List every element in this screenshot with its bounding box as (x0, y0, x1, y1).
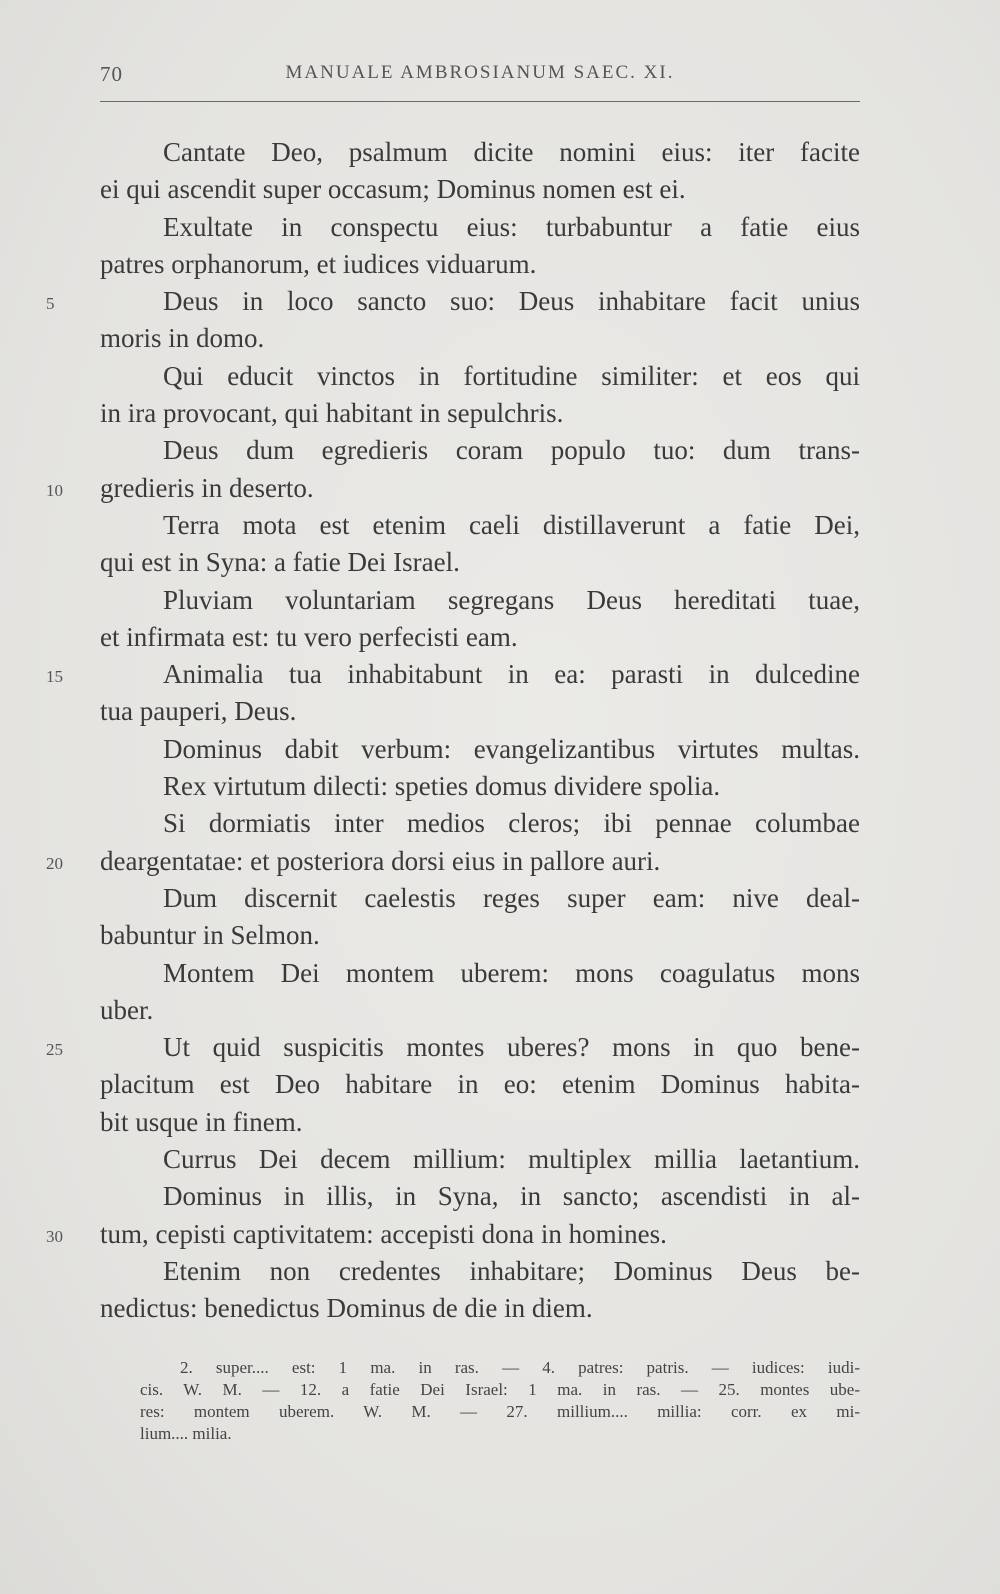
text-line-content: bit usque in finem. (100, 1106, 303, 1137)
line-number: 30 (46, 1226, 63, 1246)
text-line-content: Etenim non credentes inhabitare; Dominus Deus be- (163, 1255, 860, 1286)
text-line (100, 1141, 860, 1178)
line-number: 20 (46, 853, 63, 873)
text-line (100, 619, 860, 656)
text-line (100, 1253, 860, 1290)
text-line (46, 1029, 860, 1066)
text-line (100, 1066, 860, 1103)
text-line-content: placitum est Deo habitare in eo: etenim Dominus habita- (100, 1069, 860, 1100)
main-text (46, 134, 860, 1328)
text-line (46, 283, 860, 320)
text-line-content: Deus dum egredieris coram populo tuo: dum trans- (163, 435, 860, 466)
text-line (100, 134, 860, 171)
footnote-text: cis. W. M. — 12. a fatie Dei Israel: 1 ma. in ras. — 25. montes ube- (140, 1380, 860, 1399)
text-line (100, 544, 860, 581)
text-line-content: tua pauperi, Deus. (100, 696, 297, 727)
text-line-content: deargentatae: et posteriora dorsi eius in pallore auri. (100, 845, 661, 876)
text-line-content: moris in domo. (100, 323, 265, 354)
text-line (100, 320, 860, 357)
line-number: 25 (46, 1040, 63, 1060)
text-line (100, 171, 860, 208)
running-title: MANUALE AMBROSIANUM SAEC. XI. (285, 62, 675, 83)
footnotes (140, 1357, 860, 1445)
text-line (100, 1178, 860, 1215)
text-line-content: patres orphanorum, et iudices viduarum. (100, 248, 537, 279)
text-line-content: Si dormiatis inter medios cleros; ibi pennae columbae (163, 808, 860, 839)
footnote-line (140, 1357, 860, 1379)
text-line (100, 731, 860, 768)
text-line (100, 1290, 860, 1327)
text-line-content: uber. (100, 994, 154, 1025)
footnote-line (140, 1401, 860, 1423)
page-header (100, 62, 860, 92)
text-line-content: Cantate Deo, psalmum dicite nomini eius: iter facite (163, 137, 860, 167)
text-line (100, 358, 860, 395)
footnote-text: lium.... milia. (140, 1424, 232, 1443)
text-line-content: Currus Dei decem millium: multiplex millia laetantium. (163, 1144, 860, 1175)
text-line-content: ei qui ascendit super occasum; Dominus nomen est ei. (100, 174, 686, 205)
text-line-content: Exultate in conspectu eius: turbabuntur a fatie eius (163, 211, 860, 242)
text-line-content: gredieris in deserto. (100, 472, 314, 503)
text-line-content: Dominus dabit verbum: evangelizantibus virtutes multas. (163, 733, 860, 764)
text-line (100, 805, 860, 842)
footnote-line (140, 1423, 860, 1445)
page-number: 70 (100, 62, 123, 86)
text-line (100, 693, 860, 730)
text-line (46, 843, 860, 880)
text-line (100, 582, 860, 619)
footnote-line (140, 1379, 860, 1401)
text-line-content: Animalia tua inhabitabunt in ea: parasti in dulcedine (163, 659, 860, 690)
text-line (100, 880, 860, 917)
text-line-content: Terra mota est etenim caeli distillaverunt a fatie Dei, (163, 509, 860, 540)
text-line-content: Rex virtutum dilecti: speties domus dividere spolia. (163, 771, 721, 802)
text-line-content: tum, cepisti captivitatem: accepisti dona in homines. (100, 1218, 667, 1249)
text-line-content: Ut quid suspicitis montes uberes? mons in quo bene- (163, 1032, 860, 1063)
text-line-content: babuntur in Selmon. (100, 920, 320, 951)
text-line (100, 395, 860, 432)
text-line (100, 768, 860, 805)
text-line-content: Dum discernit caelestis reges super eam: nive deal- (163, 882, 860, 913)
text-line-content: et infirmata est: tu vero perfecisti eam. (100, 621, 518, 652)
line-number: 5 (46, 294, 55, 314)
text-line-content: Dominus in illis, in Syna, in sancto; ascendisti in al- (163, 1181, 860, 1212)
text-line (100, 432, 860, 469)
text-line (46, 470, 860, 507)
text-line-content: Deus in loco sancto suo: Deus inhabitare facit unius (163, 286, 860, 317)
text-line-content: nedictus: benedictus Dominus de die in diem. (100, 1293, 593, 1324)
text-line (100, 209, 860, 246)
text-line (100, 955, 860, 992)
text-line (100, 992, 860, 1029)
text-line (100, 1104, 860, 1141)
line-number: 15 (46, 667, 63, 687)
footnote-text: 2. super.... est: 1 ma. in ras. — 4. patres: patris. — iudices: iudi- (180, 1358, 860, 1377)
text-line (46, 1216, 860, 1253)
text-line-content: Montem Dei montem uberem: mons coagulatus mons (163, 957, 860, 988)
text-line (100, 246, 860, 283)
footnote-text: res: montem uberem. W. M. — 27. millium.... millia: corr. ex mi- (140, 1402, 860, 1421)
text-line-content: Pluviam voluntariam segregans Deus hereditati tuae, (163, 584, 860, 615)
line-number: 10 (46, 480, 63, 500)
header-rule (100, 101, 860, 102)
text-line (100, 917, 860, 954)
text-line-content: qui est in Syna: a fatie Dei Israel. (100, 547, 460, 578)
text-line-content: Qui educit vinctos in fortitudine similiter: et eos qui (163, 360, 860, 391)
text-line (46, 656, 860, 693)
text-line (100, 507, 860, 544)
text-line-content: in ira provocant, qui habitant in sepulchris. (100, 398, 564, 429)
